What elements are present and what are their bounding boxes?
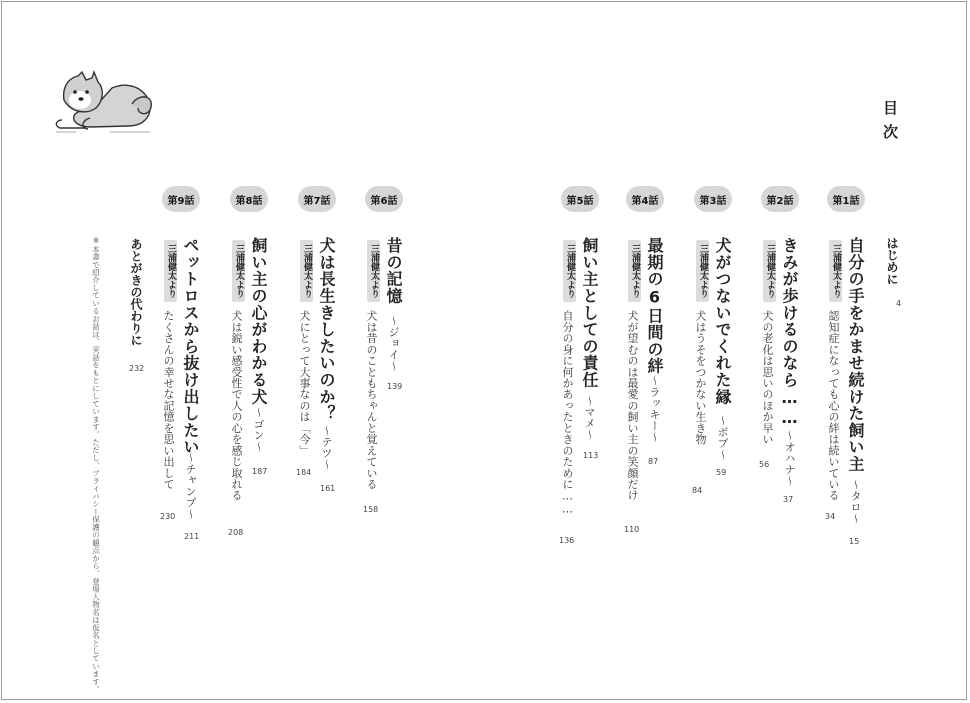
chapter-badge: 第2話 xyxy=(761,186,799,212)
chapter-guest-page: 139 xyxy=(387,382,403,391)
chapter-title[interactable]: 飼い主の心がわかる犬 xyxy=(249,237,268,405)
afterword-label[interactable]: あとがきの代わりに xyxy=(129,238,143,346)
author-label: 三浦健太より xyxy=(302,244,312,298)
chapter-guest-page: 161 xyxy=(320,484,336,493)
toc-heading: 目次 xyxy=(881,100,899,148)
chapter-guest-page: 37 xyxy=(783,495,794,504)
chapter-subtitle: 自分の身に何かあったときのために…… xyxy=(561,310,574,516)
chapter-subtitle-page: 184 xyxy=(296,468,312,477)
chapter-title[interactable]: 最期の6日間の絆 xyxy=(645,237,664,375)
author-tag xyxy=(763,240,776,302)
author-label: 三浦健太より xyxy=(831,244,841,298)
chapter-subtitle-page: 110 xyxy=(624,525,640,534)
chapter-guest: 〜マメ〜 xyxy=(583,395,596,440)
chapter-guest: 〜ボブ〜 xyxy=(716,415,729,460)
author-label: 三浦健太より xyxy=(166,244,176,298)
chapter-subtitle: たくさんの幸せな記憶を思い出して xyxy=(162,310,175,490)
chapter-title[interactable]: 昔の記憶 xyxy=(384,237,403,305)
author-label: 三浦健太より xyxy=(369,244,379,298)
chapter-guest: 〜ラッキー〜 xyxy=(648,375,661,443)
chapter-guest-page: 113 xyxy=(583,451,599,460)
chapter-guest: 〜チャンプ〜 xyxy=(184,452,197,520)
author-tag xyxy=(696,240,709,302)
chapter-badge: 第7話 xyxy=(298,186,336,212)
author-label: 三浦健太より xyxy=(765,244,775,298)
chapter-subtitle: 認知症になっても心の絆は続いている xyxy=(827,310,840,501)
chapter-subtitle-page: 56 xyxy=(759,460,770,469)
chapter-guest-page: 15 xyxy=(849,537,860,546)
chapter-guest: 〜ゴン〜 xyxy=(252,407,265,452)
chapter-guest: 〜オハナ〜 xyxy=(783,430,796,487)
intro-page: 4 xyxy=(896,299,902,308)
chapter-title[interactable]: 自分の手をかませ続けた飼い主 xyxy=(846,237,865,473)
author-tag xyxy=(164,240,177,302)
author-tag xyxy=(829,240,842,302)
chapter-subtitle: 犬は鋭い感受性で人の心を感じ取れる xyxy=(230,310,243,501)
author-tag xyxy=(563,240,576,302)
chapter-badge: 第5話 xyxy=(561,186,599,212)
footnote: ※本書で紹介しているお話は、実話をもとにしています。ただし、プライバシー保護の観点から、登場人物名は仮名としています。 xyxy=(91,236,101,694)
chapter-guest-page: 87 xyxy=(648,457,659,466)
author-tag xyxy=(300,240,313,302)
chapter-badge: 第8話 xyxy=(230,186,268,212)
author-tag xyxy=(367,240,380,302)
chapter-subtitle-page: 208 xyxy=(228,528,244,537)
chapter-title[interactable]: きみが歩けるのなら…… xyxy=(780,237,799,428)
chapter-title[interactable]: 飼い主としての責任 xyxy=(580,237,599,389)
intro-label[interactable]: はじめに xyxy=(885,237,899,285)
chapter-title[interactable]: 犬がつないでくれた縁 xyxy=(713,237,732,405)
author-tag xyxy=(232,240,245,302)
afterword-page: 232 xyxy=(129,364,145,373)
chapter-subtitle-page: 230 xyxy=(160,512,176,521)
chapter-subtitle-page: 136 xyxy=(559,536,575,545)
author-label: 三浦健太より xyxy=(234,244,244,298)
chapter-guest: 〜ジョイ〜 xyxy=(387,315,400,372)
chapter-guest-page: 211 xyxy=(184,532,200,541)
author-label: 三浦健太より xyxy=(565,244,575,298)
chapter-guest: 〜タロ〜 xyxy=(849,479,862,524)
chapter-subtitle: 犬は昔のこともちゃんと覚えている xyxy=(365,310,378,490)
chapter-subtitle: 犬にとって大事なのは「今」 xyxy=(298,310,311,456)
chapter-title[interactable]: ペットロスから抜け出したい xyxy=(181,237,200,456)
chapter-badge: 第6話 xyxy=(365,186,403,212)
chapter-subtitle-page: 34 xyxy=(825,512,836,521)
chapter-badge: 第3話 xyxy=(694,186,732,212)
chapter-title[interactable]: 犬は長生きしたいのか？ xyxy=(317,237,336,422)
chapter-guest-page: 59 xyxy=(716,468,727,477)
chapter-badge: 第1話 xyxy=(827,186,865,212)
chapter-subtitle-page: 158 xyxy=(363,505,379,514)
author-label: 三浦健太より xyxy=(630,244,640,298)
chapter-subtitle: 犬が望むのは最愛の飼い主の笑顔だけ xyxy=(626,310,639,501)
chapter-subtitle: 犬はうそをつかない生き物 xyxy=(694,310,707,445)
author-tag xyxy=(628,240,641,302)
author-label: 三浦健太より xyxy=(698,244,708,298)
chapter-badge: 第9話 xyxy=(162,186,200,212)
chapter-badge: 第4話 xyxy=(626,186,664,212)
chapter-guest-page: 187 xyxy=(252,467,268,476)
chapter-guest: 〜テツ〜 xyxy=(320,425,333,470)
chapter-subtitle-page: 84 xyxy=(692,486,703,495)
chapter-subtitle: 犬の老化は思いのほか早い xyxy=(761,310,774,445)
shiba-dog-illustration xyxy=(50,70,158,136)
